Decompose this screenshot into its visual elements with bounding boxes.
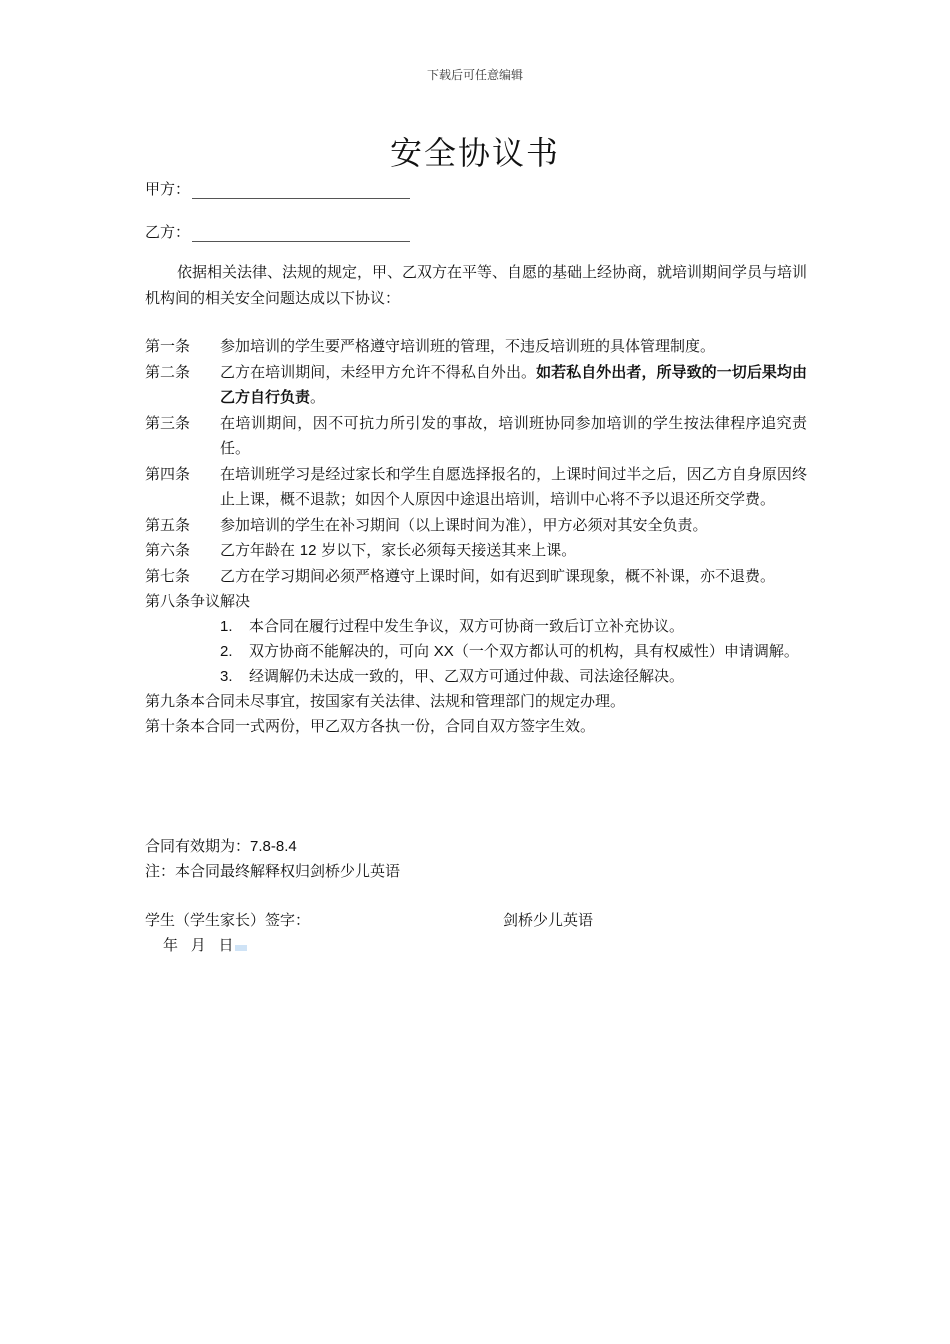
clause-4: [145, 462, 807, 512]
item-text: [249, 639, 807, 664]
clause-8-item-2: [145, 639, 807, 664]
clause-text: [220, 538, 807, 563]
intro-paragraph: 依据相关法律、法规的规定，甲、乙双方在平等、自愿的基础上经协商，就培训期间学员与培训机构间的相关安全问题达成以下协议：: [145, 263, 808, 307]
clause-7: [145, 564, 807, 589]
validity-line: [145, 835, 297, 856]
clause-text-b: 岁以下，家长必须每天接送其来上课。: [321, 541, 577, 559]
institution-signature: 剑桥少儿英语: [503, 911, 594, 929]
clause-9: 第九条本合同未尽事宜，按国家有关法律、法规和管理部门的规定办理。: [145, 692, 626, 710]
clause-text: 参加培训的学生要严格遵守培训班的管理，不违反培训班的具体管理制度。: [220, 337, 716, 355]
age-value: 12: [299, 542, 317, 559]
clause-text: [220, 360, 807, 410]
validity-value: 7.8-8.4: [250, 838, 297, 855]
clause-number: 第七条: [145, 567, 191, 585]
clause-8-item-1: [145, 614, 807, 639]
clause-2: [145, 360, 807, 410]
clause-1: [145, 334, 807, 359]
validity-label: 合同有效期为：: [145, 837, 251, 855]
clause-3: [145, 411, 807, 461]
clause-6: [145, 538, 807, 563]
clause-number: 第四条: [145, 465, 191, 483]
institution-placeholder: XX: [433, 643, 454, 660]
clause-number: 第三条: [145, 414, 191, 432]
item-text-b: （一个双方都认可的机构，具有权威性）申请调解。: [453, 642, 799, 660]
clause-5: [145, 513, 807, 538]
clause-number: 第六条: [145, 541, 191, 559]
clause-number: 第五条: [145, 516, 191, 534]
party-a-field: [145, 178, 410, 199]
party-a-label: 甲方：: [145, 180, 191, 198]
text-cursor-highlight[interactable]: [235, 945, 247, 951]
clause-number: 第二条: [145, 363, 191, 381]
clause-text: 乙方在学习期间必须严格遵守上课时间，如有迟到旷课现象，概不补课，亦不退费。: [220, 567, 776, 585]
party-a-blank-line[interactable]: [192, 182, 410, 199]
party-b-blank-line[interactable]: [192, 225, 410, 242]
item-number: 2.: [220, 643, 233, 660]
item-text: 本合同在履行过程中发生争议，双方可协商一致后订立补充协议。: [249, 617, 685, 635]
date-line: [163, 934, 247, 955]
clause-text: 在培训班学习是经过家长和学生自愿选择报名的，上课时间过半之后，因乙方自身原因终止上课，概不退款；如因个人原因中途退出培训，培训中心将不予以退还所交学费。: [220, 465, 807, 508]
clause-number: 第一条: [145, 337, 191, 355]
clause-text-a: 乙方年龄在: [220, 541, 296, 559]
student-signature-label: 学生（学生家长）签字：: [145, 911, 311, 929]
header-note: 下载后可任意编辑: [426, 68, 523, 82]
interpretation-note: 注：本合同最终解释权归剑桥少儿英语: [145, 862, 401, 880]
party-b-field: [145, 221, 410, 242]
clauses-list: [145, 334, 807, 739]
item-text: 经调解仍未达成一致的，甲、乙双方可通过仲裁、司法途径解决。: [249, 667, 685, 685]
clause-8-title: 第八条争议解决: [145, 592, 251, 610]
document-title: 安全协议书: [389, 134, 560, 172]
clause-text: 参加培训的学生在补习期间（以上课时间为准），甲方必须对其安全负责。: [220, 516, 708, 534]
clause-10: 第十条本合同一式两份，甲乙双方各执一份，合同自双方签字生效。: [145, 717, 596, 735]
clause-text-tail: 。: [310, 388, 326, 406]
clause-8-item-3: [145, 664, 807, 689]
clause-text-bold: 如若私自外出者，所导致的一切后果均由乙方自行负责: [220, 363, 807, 406]
clause-text-plain: 乙方在培训期间，未经甲方允许不得私自外出。: [220, 363, 537, 381]
item-text-a: 双方协商不能解决的，可向: [249, 642, 430, 660]
item-number: 1.: [220, 618, 233, 635]
party-b-label: 乙方：: [145, 223, 191, 241]
date-text: 年 月 日: [163, 936, 234, 954]
item-number: 3.: [220, 668, 233, 685]
clause-text: 在培训期间，因不可抗力所引发的事故，培训班协同参加培训的学生按法律程序追究责任。: [220, 414, 807, 457]
